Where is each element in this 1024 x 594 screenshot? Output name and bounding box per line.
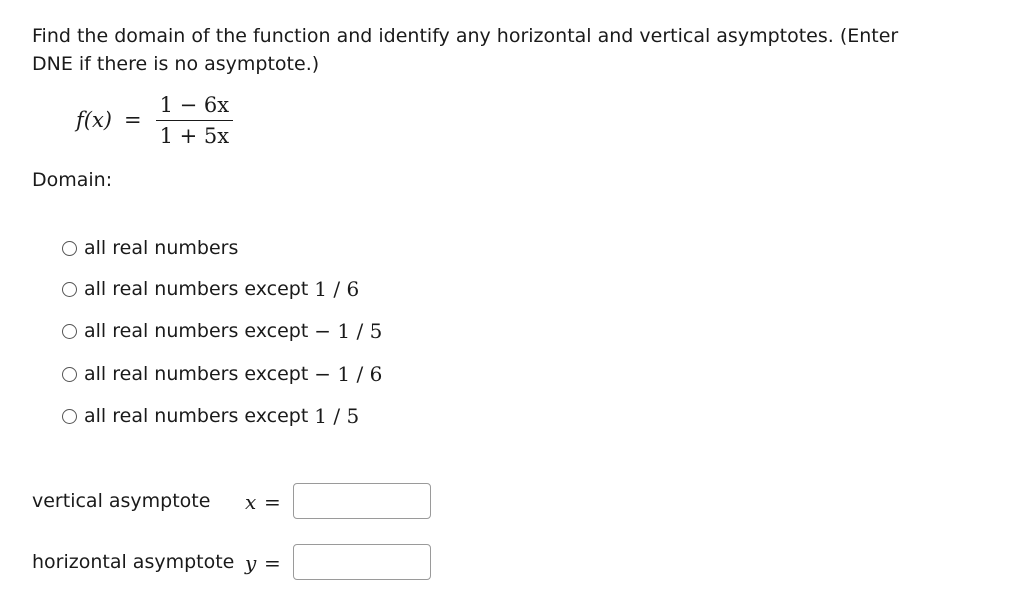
radio-button[interactable] [62,241,77,256]
radio-button[interactable] [62,367,77,382]
domain-option-except-1-6[interactable] [62,275,359,303]
horizontal-asymptote-input[interactable] [293,544,431,580]
option-math: − 1 / 5 [314,319,383,343]
option-label: all real numbers except [84,363,309,385]
vertical-asymptote-row [32,481,210,521]
function-fraction [156,93,234,148]
radio-button[interactable] [62,324,77,339]
option-label: all real numbers except [84,320,309,342]
horizontal-asymptote-row [32,542,234,582]
option-label: all real numbers except [84,278,309,300]
radio-button[interactable] [62,282,77,297]
option-label: all real numbers except [84,405,309,427]
function-denominator: 1 + 5x [159,123,230,148]
vertical-equals-sign: = [264,490,281,514]
option-math: − 1 / 6 [314,362,383,386]
function-numerator: 1 − 6x [156,93,234,121]
domain-option-except-neg-1-5[interactable] [62,317,382,345]
option-math: 1 / 5 [314,404,360,428]
horizontal-equals-sign: = [264,551,281,575]
domain-option-except-neg-1-6[interactable] [62,360,382,388]
vertical-variable: x [245,490,257,514]
option-label: all real numbers [84,237,239,259]
vertical-asymptote-label: vertical asymptote [32,490,211,512]
function-equals-sign: = [124,108,142,132]
domain-option-all-real[interactable] [62,234,238,262]
function-lhs: f(x) [76,108,113,132]
radio-button[interactable] [62,409,77,424]
domain-label: Domain: [32,169,113,191]
function-equation [76,92,233,148]
horizontal-asymptote-label: horizontal asymptote [32,551,235,573]
question-prompt: Find the domain of the function and identify any horizontal and vertical asymptotes. (Enter DNE if there is no asymptote.) [32,25,899,75]
vertical-asymptote-input[interactable] [293,483,431,519]
domain-option-except-1-5[interactable] [62,402,359,430]
option-math: 1 / 6 [314,277,360,301]
horizontal-variable: y [245,551,257,575]
